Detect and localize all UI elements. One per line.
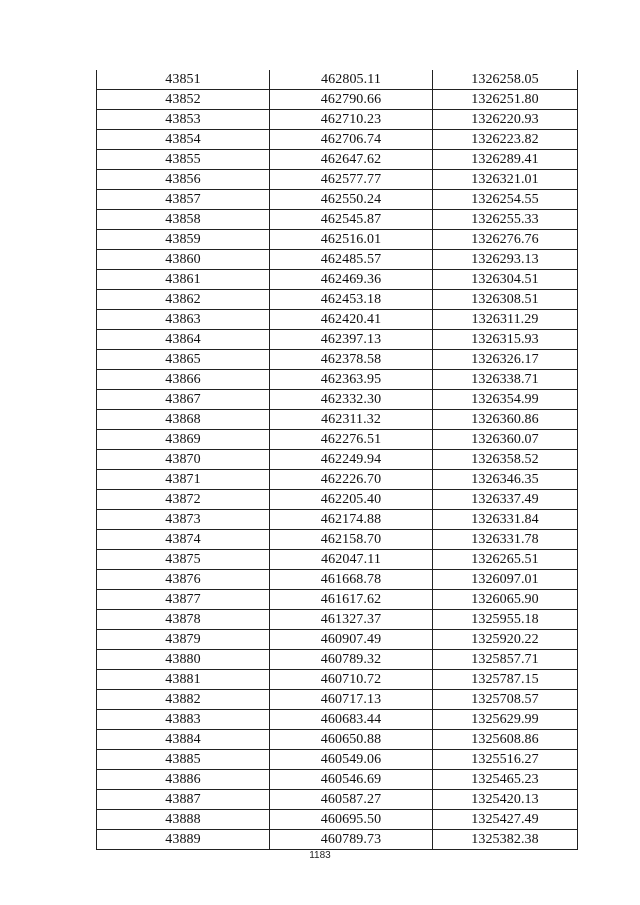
x-coordinate-cell: 462205.40 [270,490,433,510]
x-coordinate-cell: 462805.11 [270,70,433,90]
y-coordinate-cell: 1326251.80 [433,90,578,110]
table-row [97,370,578,390]
table-row [97,110,578,130]
point-id-cell: 43873 [97,510,270,530]
point-id-cell: 43852 [97,90,270,110]
y-coordinate-cell: 1326331.84 [433,510,578,530]
table-row [97,230,578,250]
y-coordinate-cell: 1326331.78 [433,530,578,550]
y-coordinate-cell: 1326220.93 [433,110,578,130]
y-coordinate-cell: 1326337.49 [433,490,578,510]
table-row [97,170,578,190]
y-coordinate-cell: 1325629.99 [433,710,578,730]
y-coordinate-cell: 1325857.71 [433,650,578,670]
point-id-cell: 43855 [97,150,270,170]
table-row [97,750,578,770]
point-id-cell: 43887 [97,790,270,810]
x-coordinate-cell: 462790.66 [270,90,433,110]
table-row [97,530,578,550]
x-coordinate-cell: 462174.88 [270,510,433,530]
table-row [97,590,578,610]
table-row [97,70,578,90]
table-row [97,430,578,450]
table-row [97,250,578,270]
point-id-cell: 43870 [97,450,270,470]
x-coordinate-cell: 462311.32 [270,410,433,430]
table-row [97,350,578,370]
point-id-cell: 43853 [97,110,270,130]
y-coordinate-cell: 1326254.55 [433,190,578,210]
point-id-cell: 43875 [97,550,270,570]
x-coordinate-cell: 462485.57 [270,250,433,270]
table-row [97,650,578,670]
point-id-cell: 43854 [97,130,270,150]
table-row [97,330,578,350]
table-row [97,510,578,530]
table-row [97,710,578,730]
point-id-cell: 43851 [97,70,270,90]
x-coordinate-cell: 461668.78 [270,570,433,590]
table-row [97,550,578,570]
table-row [97,450,578,470]
y-coordinate-cell: 1326258.05 [433,70,578,90]
point-id-cell: 43878 [97,610,270,630]
table-row [97,610,578,630]
point-id-cell: 43876 [97,570,270,590]
y-coordinate-cell: 1325382.38 [433,830,578,850]
point-id-cell: 43880 [97,650,270,670]
x-coordinate-cell: 462516.01 [270,230,433,250]
point-id-cell: 43860 [97,250,270,270]
y-coordinate-cell: 1325787.15 [433,670,578,690]
point-id-cell: 43856 [97,170,270,190]
y-coordinate-cell: 1326358.52 [433,450,578,470]
x-coordinate-cell: 460587.27 [270,790,433,810]
x-coordinate-cell: 462647.62 [270,150,433,170]
y-coordinate-cell: 1325955.18 [433,610,578,630]
table-row [97,190,578,210]
table-row [97,470,578,490]
coordinate-table [96,70,578,850]
x-coordinate-cell: 460789.73 [270,830,433,850]
y-coordinate-cell: 1326293.13 [433,250,578,270]
point-id-cell: 43888 [97,810,270,830]
page-number: 1183 [309,850,331,861]
x-coordinate-cell: 462332.30 [270,390,433,410]
point-id-cell: 43862 [97,290,270,310]
point-id-cell: 43881 [97,670,270,690]
y-coordinate-cell: 1326265.51 [433,550,578,570]
point-id-cell: 43884 [97,730,270,750]
point-id-cell: 43877 [97,590,270,610]
point-id-cell: 43883 [97,710,270,730]
table-row [97,830,578,850]
x-coordinate-cell: 460907.49 [270,630,433,650]
x-coordinate-cell: 462550.24 [270,190,433,210]
point-id-cell: 43868 [97,410,270,430]
point-id-cell: 43889 [97,830,270,850]
point-id-cell: 43866 [97,370,270,390]
point-id-cell: 43867 [97,390,270,410]
x-coordinate-cell: 462706.74 [270,130,433,150]
y-coordinate-cell: 1325427.49 [433,810,578,830]
table-row [97,210,578,230]
point-id-cell: 43858 [97,210,270,230]
point-id-cell: 43885 [97,750,270,770]
x-coordinate-cell: 462363.95 [270,370,433,390]
x-coordinate-cell: 461327.37 [270,610,433,630]
x-coordinate-cell: 460695.50 [270,810,433,830]
point-id-cell: 43869 [97,430,270,450]
y-coordinate-cell: 1326255.33 [433,210,578,230]
point-id-cell: 43859 [97,230,270,250]
table-row [97,270,578,290]
x-coordinate-cell: 462378.58 [270,350,433,370]
x-coordinate-cell: 462577.77 [270,170,433,190]
x-coordinate-cell: 462545.87 [270,210,433,230]
x-coordinate-cell: 460549.06 [270,750,433,770]
table-row [97,790,578,810]
y-coordinate-cell: 1326360.07 [433,430,578,450]
point-id-cell: 43879 [97,630,270,650]
table-row [97,810,578,830]
x-coordinate-cell: 462276.51 [270,430,433,450]
table-row [97,490,578,510]
table-row [97,150,578,170]
x-coordinate-cell: 462047.11 [270,550,433,570]
x-coordinate-cell: 462420.41 [270,310,433,330]
coordinate-table-body [97,70,578,850]
x-coordinate-cell: 462226.70 [270,470,433,490]
table-row [97,690,578,710]
y-coordinate-cell: 1326289.41 [433,150,578,170]
y-coordinate-cell: 1325465.23 [433,770,578,790]
point-id-cell: 43886 [97,770,270,790]
table-row [97,390,578,410]
y-coordinate-cell: 1326315.93 [433,330,578,350]
y-coordinate-cell: 1325420.13 [433,790,578,810]
y-coordinate-cell: 1325708.57 [433,690,578,710]
point-id-cell: 43863 [97,310,270,330]
y-coordinate-cell: 1326304.51 [433,270,578,290]
y-coordinate-cell: 1326321.01 [433,170,578,190]
x-coordinate-cell: 462397.13 [270,330,433,350]
x-coordinate-cell: 462158.70 [270,530,433,550]
point-id-cell: 43874 [97,530,270,550]
table-row [97,670,578,690]
y-coordinate-cell: 1326097.01 [433,570,578,590]
table-row [97,130,578,150]
x-coordinate-cell: 460717.13 [270,690,433,710]
y-coordinate-cell: 1325516.27 [433,750,578,770]
x-coordinate-cell: 460789.32 [270,650,433,670]
y-coordinate-cell: 1326326.17 [433,350,578,370]
point-id-cell: 43857 [97,190,270,210]
y-coordinate-cell: 1326276.76 [433,230,578,250]
y-coordinate-cell: 1326338.71 [433,370,578,390]
table-row [97,770,578,790]
x-coordinate-cell: 462469.36 [270,270,433,290]
x-coordinate-cell: 462453.18 [270,290,433,310]
table-row [97,90,578,110]
table-row [97,410,578,430]
x-coordinate-cell: 460710.72 [270,670,433,690]
x-coordinate-cell: 461617.62 [270,590,433,610]
y-coordinate-cell: 1326360.86 [433,410,578,430]
point-id-cell: 43882 [97,690,270,710]
point-id-cell: 43864 [97,330,270,350]
table-row [97,570,578,590]
y-coordinate-cell: 1326354.99 [433,390,578,410]
point-id-cell: 43872 [97,490,270,510]
x-coordinate-cell: 462249.94 [270,450,433,470]
y-coordinate-cell: 1325920.22 [433,630,578,650]
y-coordinate-cell: 1326346.35 [433,470,578,490]
table-row [97,630,578,650]
y-coordinate-cell: 1326065.90 [433,590,578,610]
x-coordinate-cell: 462710.23 [270,110,433,130]
point-id-cell: 43871 [97,470,270,490]
x-coordinate-cell: 460546.69 [270,770,433,790]
y-coordinate-cell: 1326311.29 [433,310,578,330]
x-coordinate-cell: 460683.44 [270,710,433,730]
table-row [97,730,578,750]
table-row [97,310,578,330]
y-coordinate-cell: 1325608.86 [433,730,578,750]
y-coordinate-cell: 1326223.82 [433,130,578,150]
y-coordinate-cell: 1326308.51 [433,290,578,310]
point-id-cell: 43865 [97,350,270,370]
x-coordinate-cell: 460650.88 [270,730,433,750]
table-row [97,290,578,310]
point-id-cell: 43861 [97,270,270,290]
